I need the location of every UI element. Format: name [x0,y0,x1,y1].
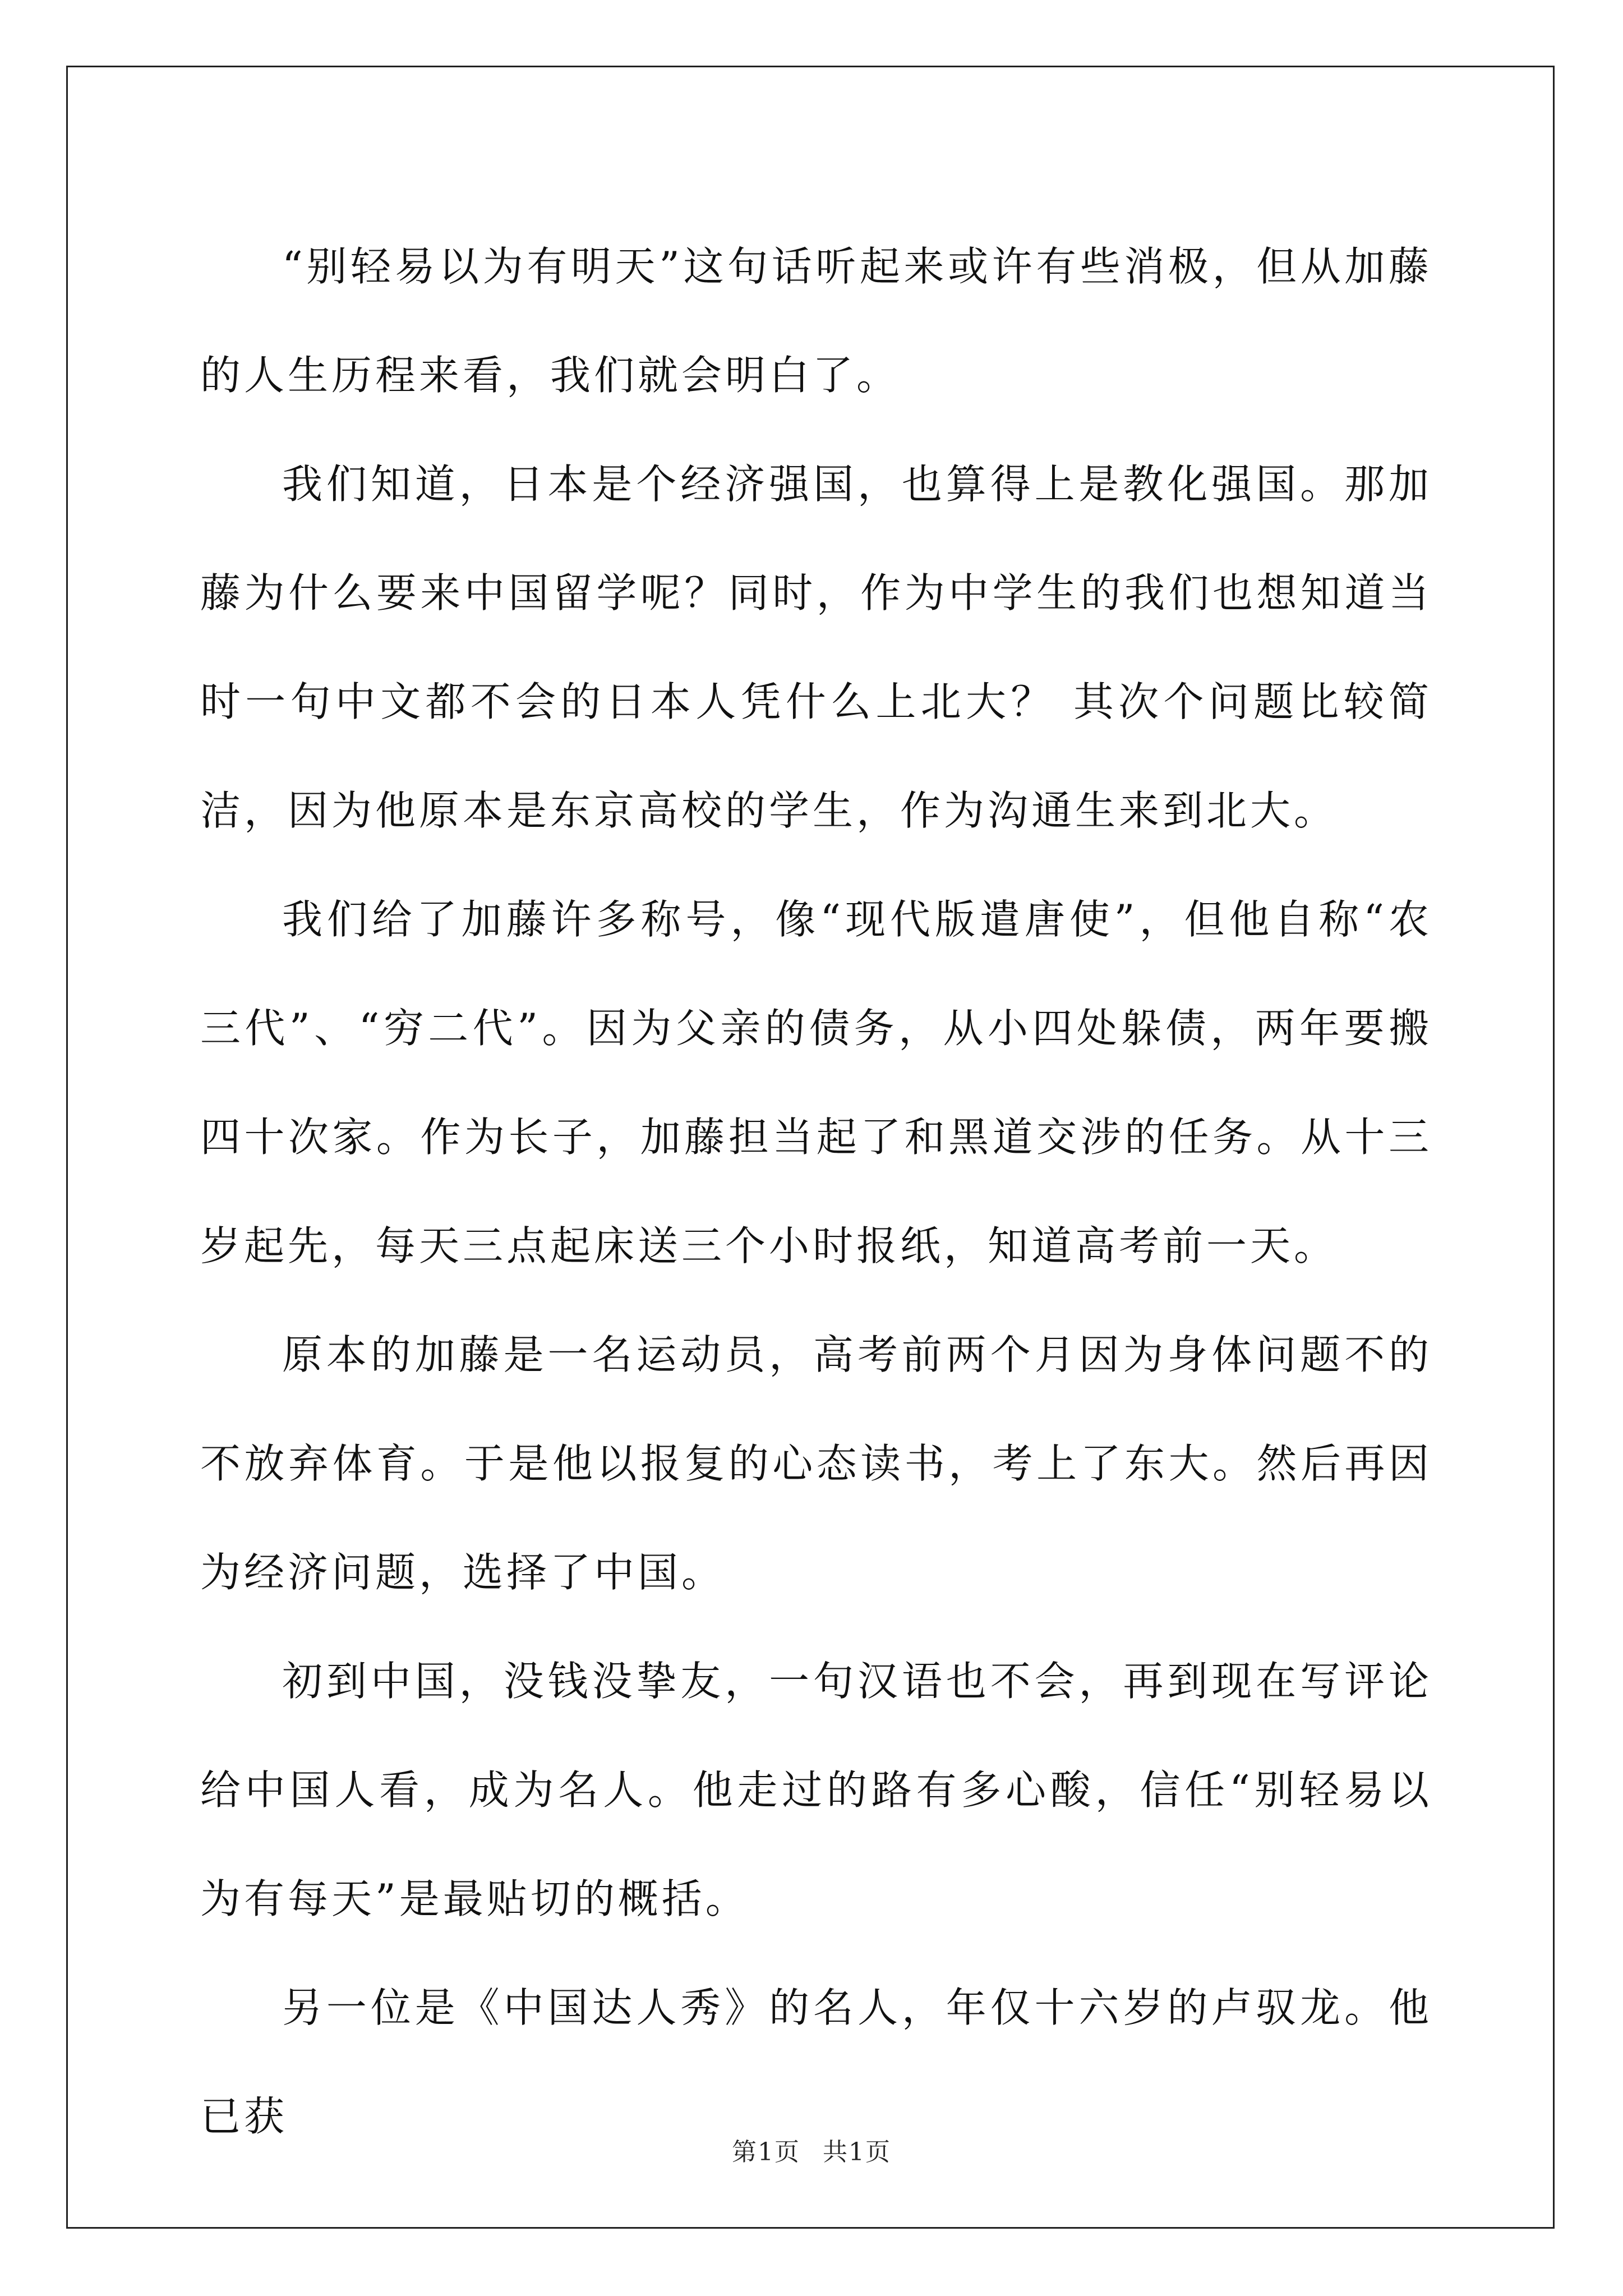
paragraph-3: 我们给了加藤许多称号，像“现代版遣唐使”，但他自称“农三代”、“穷二代”。因为父亲的债务，从小四处躲债，两年要搬四十次家。作为长子，加藤担当起了和黑道交涉的任务。从十三岁起先，每天三点起床送三个小时报纸，知道高考前一天。 [200,896,1432,1269]
page-number-current: 第1页 [732,2138,800,2166]
document-body [200,212,1432,2171]
paragraph-4: 原本的加藤是一名运动员，高考前两个月因为身体问题不的不放弃体育。于是他以报复的心态读书，考上了东大。然后再因为经济问题，选择了中国。 [200,1331,1432,1596]
page-footer [0,2132,1623,2168]
paragraph-2: 我们知道，日本是个经济强国，也算得上是教化强国。那加藤为什么要来中国留学呢？同时，作为中学生的我们也想知道当时一句中文都不会的日本人凭什么上北大？ 其次个问题比较简洁，因为他原本是东京高校的学生，作为沟通生来到北大。 [200,461,1432,834]
paragraph-5: 初到中国，没钱没挚友，一句汉语也不会，再到现在写评论给中国人看，成为名人。他走过的路有多心酸，信任“别轻易以为有每天”是最贴切的概括。 [200,1658,1432,1922]
paragraph-6: 另一位是《中国达人秀》的名人，年仅十六岁的卢驭龙。他已获 [200,1984,1432,2140]
page-number-total: 共1页 [823,2138,891,2166]
paragraph-1: “别轻易以为有明天”这句话听起来或许有些消极，但从加藤的人生历程来看，我们就会明白了。 [200,243,1432,399]
